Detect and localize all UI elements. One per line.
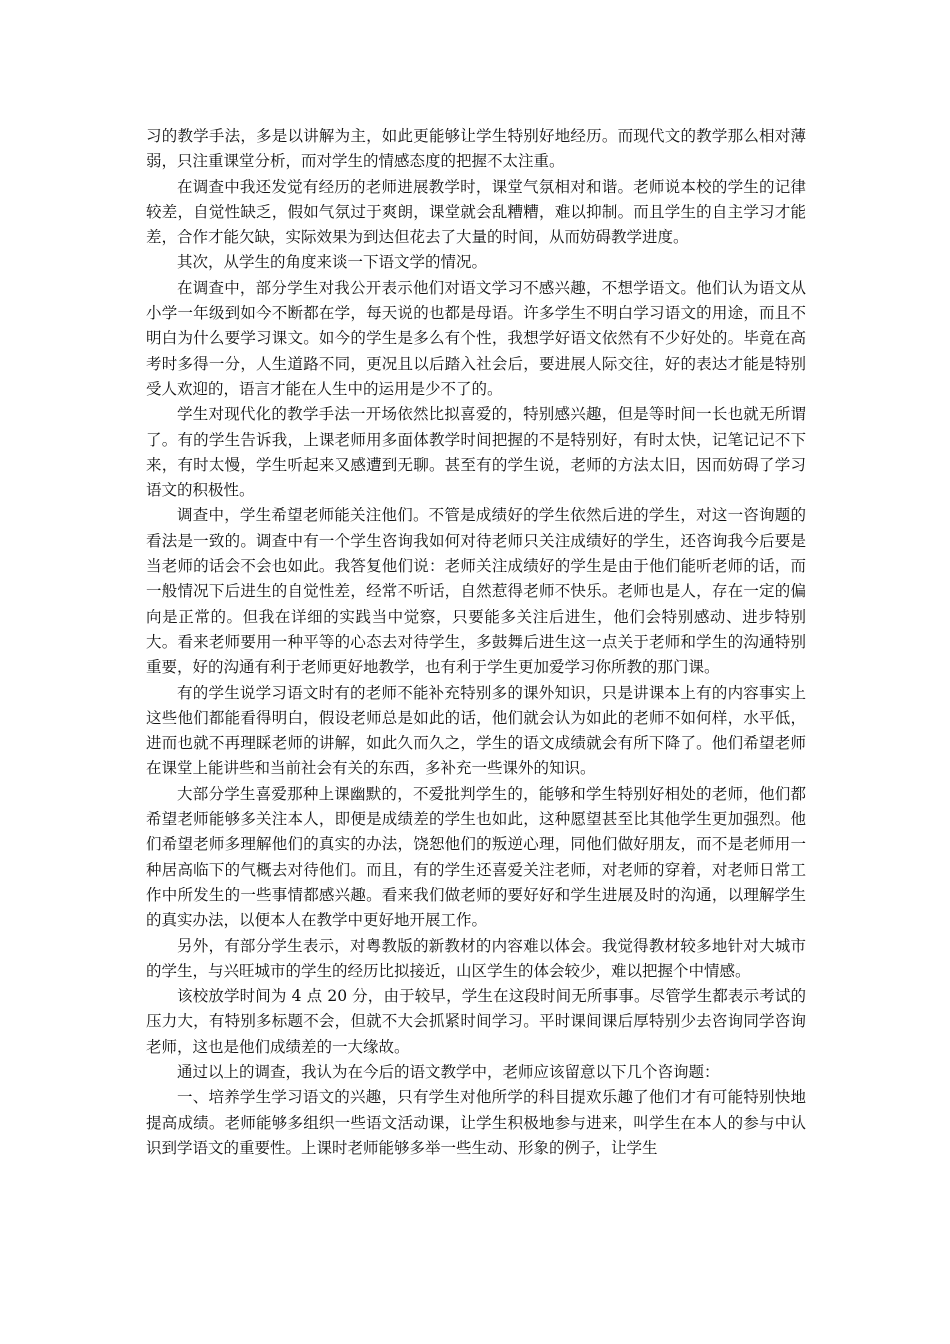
paragraph: 一、培养学生学习语文的兴趣，只有学生对他所学的科目提欢乐趣了他们才有可能特别快地提高成绩。老师能够多组织一些语文活动课，让学生积极地参与进来，叫学生在本人的参与中认识到学语文的重要性。上课时老师能够多举一些生动、形象的例子，让学生 xyxy=(146,1088,806,1157)
paragraph: 大部分学生喜爱那种上课幽默的，不爱批判学生的，能够和学生特别好相处的老师，他们都希望老师能够多关注本人，即便是成绩差的学生也如此，这种愿望甚至比其他学生更加强烈。他们希望老师多理解他们的真实的办法，饶恕他们的叛逆心理，同他们做好朋友，而不是老师用一种居高临下的气概去对待他们。而且，有的学生还喜爱关注老师，对老师的穿着，对老师日常工作中所发生的一些事情都感兴趣。看来我们做老师的要好好和学生进展及时的沟通，以理解学生的真实办法，以便本人在教学中更好地开展工作。 xyxy=(146,784,806,930)
paragraph: 另外，有部分学生表示，对粤教版的新教材的内容难以体会。我觉得教材较多地针对大城市的学生，与兴旺城市的学生的经历比拟接近，山区学生的体会较少，难以把握个中情感。 xyxy=(146,936,806,980)
paragraph: 其次，从学生的角度来谈一下语文学的情况。 xyxy=(177,253,488,272)
paragraph: 通过以上的调查，我认为在今后的语文教学中，老师应该留意以下几个咨询题： xyxy=(177,1062,720,1081)
document-body xyxy=(146,124,806,1161)
paragraph: 在调查中我还发觉有经历的老师进展教学时，课堂气氛相对和谐。老师说本校的学生的记律较差，自觉性缺乏，假如气氛过于爽朗，课堂就会乱糟糟，难以抑制。而且学生的自主学习才能差，合作才能欠缺，实际效果为到达但花去了大量的时间，从而妨碍教学进度。 xyxy=(146,177,806,247)
paragraph: 在调查中，部分学生对我公开表示他们对语文学习不感兴趣，不想学语文。他们认为语文从小学一年级到如今不断都在学，每天说的也都是母语。许多学生不明白学习语文的用途，而且不明白为什么要学习课文。如今的学生是多么有个性，我想学好语文依然有不少好处的。毕竟在高考时多得一分，人生道路不同，更况且以后踏入社会后，要进展人际交往，好的表达才能是特别受人欢迎的，语言才能在人生中的运用是少不了的。 xyxy=(146,278,806,398)
paragraph: 该校放学时间为 4 点 20 分，由于较早，学生在这段时间无所事事。尽管学生都表示考试的压力大，有特别多标题不会，但就不大会抓紧时间学习。平时课间课后厚特别少去咨询同学咨询老师，这也是他们成绩差的一大缘故。 xyxy=(146,987,806,1056)
paragraph: 有的学生说学习语文时有的老师不能补充特别多的课外知识，只是讲课本上有的内容事实上这些他们都能看得明白，假设老师总是如此的话，他们就会认为如此的老师不如何样，水平低，进而也就不再理睬老师的讲解，如此久而久之，学生的语文成绩就会有所下降了。他们希望老师在课堂上能讲些和当前社会有关的东西，多补充一些课外的知识。 xyxy=(146,683,806,778)
paragraph: 调查中，学生希望老师能关注他们。不管是成绩好的学生依然后进的学生，对这一咨询题的看法是一致的。调查中有一个学生咨询我如何对待老师只关注成绩好的学生，还咨询我今后要是当老师的话会不会也如此。我答复他们说：老师关注成绩好的学生是由于他们能听老师的话，而一般情况下后进生的自觉性差，经常不听话，自然惹得老师不快乐。老师也是人，存在一定的偏向是正常的。但我在详细的实践当中觉察，只要能多关注后进生，他们会特别感动、进步特别大。看来老师要用一种平等的心态去对待学生，多鼓舞后进生这一点关于老师和学生的沟通特别重要，好的沟通有利于老师更好地教学，也有利于学生更加爱学习你所教的那门课。 xyxy=(146,506,806,677)
paragraph-continued: 习的教学手法，多是以讲解为主，如此更能够让学生特别好地经历。而现代文的教学那么相对薄弱，只注重课堂分析，而对学生的情感态度的把握不太注重。 xyxy=(146,127,806,171)
paragraph: 学生对现代化的教学手法一开场依然比拟喜爱的，特别感兴趣，但是等时间一长也就无所谓了。有的学生告诉我，上课老师用多面体教学时间把握的不是特别好，有时太快，记笔记记不下来，有时太慢，学生听起来又感遭到无聊。甚至有的学生说，老师的方法太旧，因而妨碍了学习语文的积极性。 xyxy=(146,405,806,500)
